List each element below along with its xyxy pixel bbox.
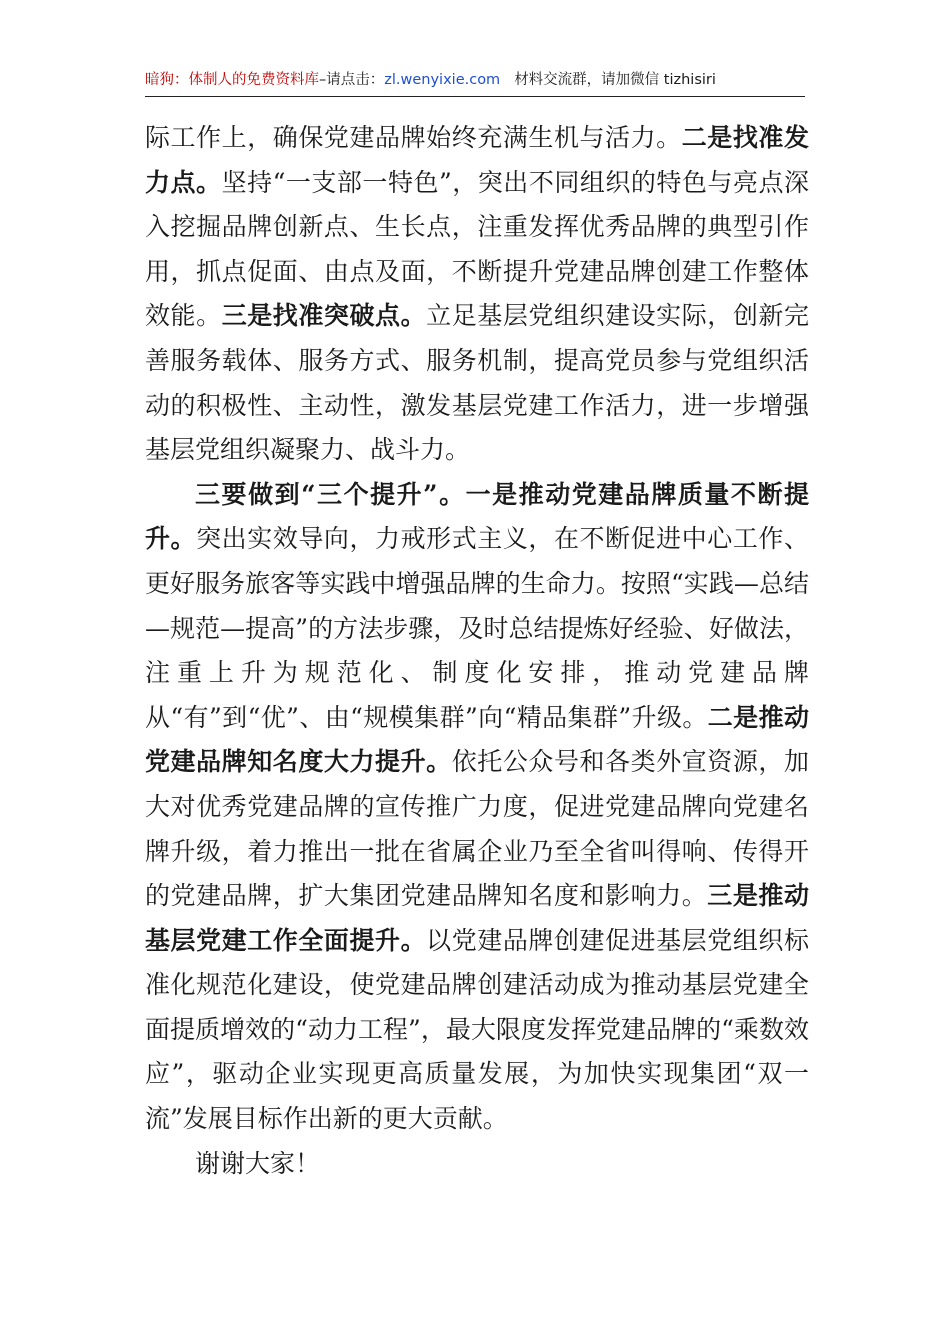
header-prompt: –请点击： [319, 72, 385, 88]
header-link[interactable]: zl.wenyixie.com [384, 72, 501, 88]
closing-remark: 谢谢大家！ [195, 1148, 321, 1178]
text-segment: 依托公众号和各类外宣资源，加大对优秀党建品牌的宣传推广力度，促进党建品牌向党建名牌升级，着力推出一批在省属企业乃至全省叫得响、传得开的党建品牌，扩大集团党建品牌知名度和影响力。 [145, 747, 809, 911]
bold-heading: 三要做到“三个提升”。一是推动党建品牌质量不断提升。 [145, 479, 809, 554]
bold-heading: 三是找准突破点。 [221, 301, 427, 331]
bold-heading: 二是推动党建品牌知名度大力提升。 [145, 702, 809, 777]
page-header [145, 66, 805, 97]
paragraph-continuation [145, 116, 809, 473]
bold-heading: 二是找准发力点。 [145, 123, 809, 197]
text-segment: 突出实效导向，力戒形式主义，在不断促进中心工作、更好服务旅客等实践中增强品牌的生命力。按照“实践—总结—规范—提高”的方法步骤，及时总结提炼好经验、好做法，注重上升为规范化、制度化安排，推动党建品牌从“有”到“优”、由“规模集群”向“精品集群”升级。 [145, 524, 809, 732]
header-group-note: 材料交流群，请加微信 tizhisiri [514, 72, 716, 88]
text-segment: 际工作上，确保党建品牌始终充满生机与活力。 [145, 123, 682, 152]
text-segment: 以党建品牌创建促进基层党组织标准化规范化建设，使党建品牌创建活动成为推动基层党建全面提质增效的“动力工程”，最大限度发挥党建品牌的“乘数效应”，驱动企业实现更高质量发展，为加快实现集团“双一流”发展目标作出新的更大贡献。 [145, 925, 809, 1134]
document-body [145, 116, 809, 1186]
bold-heading: 三是推动基层党建工作全面提升。 [145, 881, 809, 955]
paragraph-three-improvements [145, 473, 809, 1142]
text-segment: 立足基层党组织建设实际，创新完善服务载体、服务方式、服务机制，提高党员参与党组织活动的积极性、主动性，激发基层党建工作活力，进一步增强基层党组织凝聚力、战斗力。 [145, 301, 809, 465]
header-brand: 暗狗：体制人的免费资料库 [145, 72, 319, 88]
text-segment: 坚持“一支部一特色”，突出不同组织的特色与亮点深入挖掘品牌创新点、生长点，注重发挥优秀品牌的典型引作用，抓点促面、由点及面，不断提升党建品牌创建工作整体效能。 [145, 167, 809, 331]
